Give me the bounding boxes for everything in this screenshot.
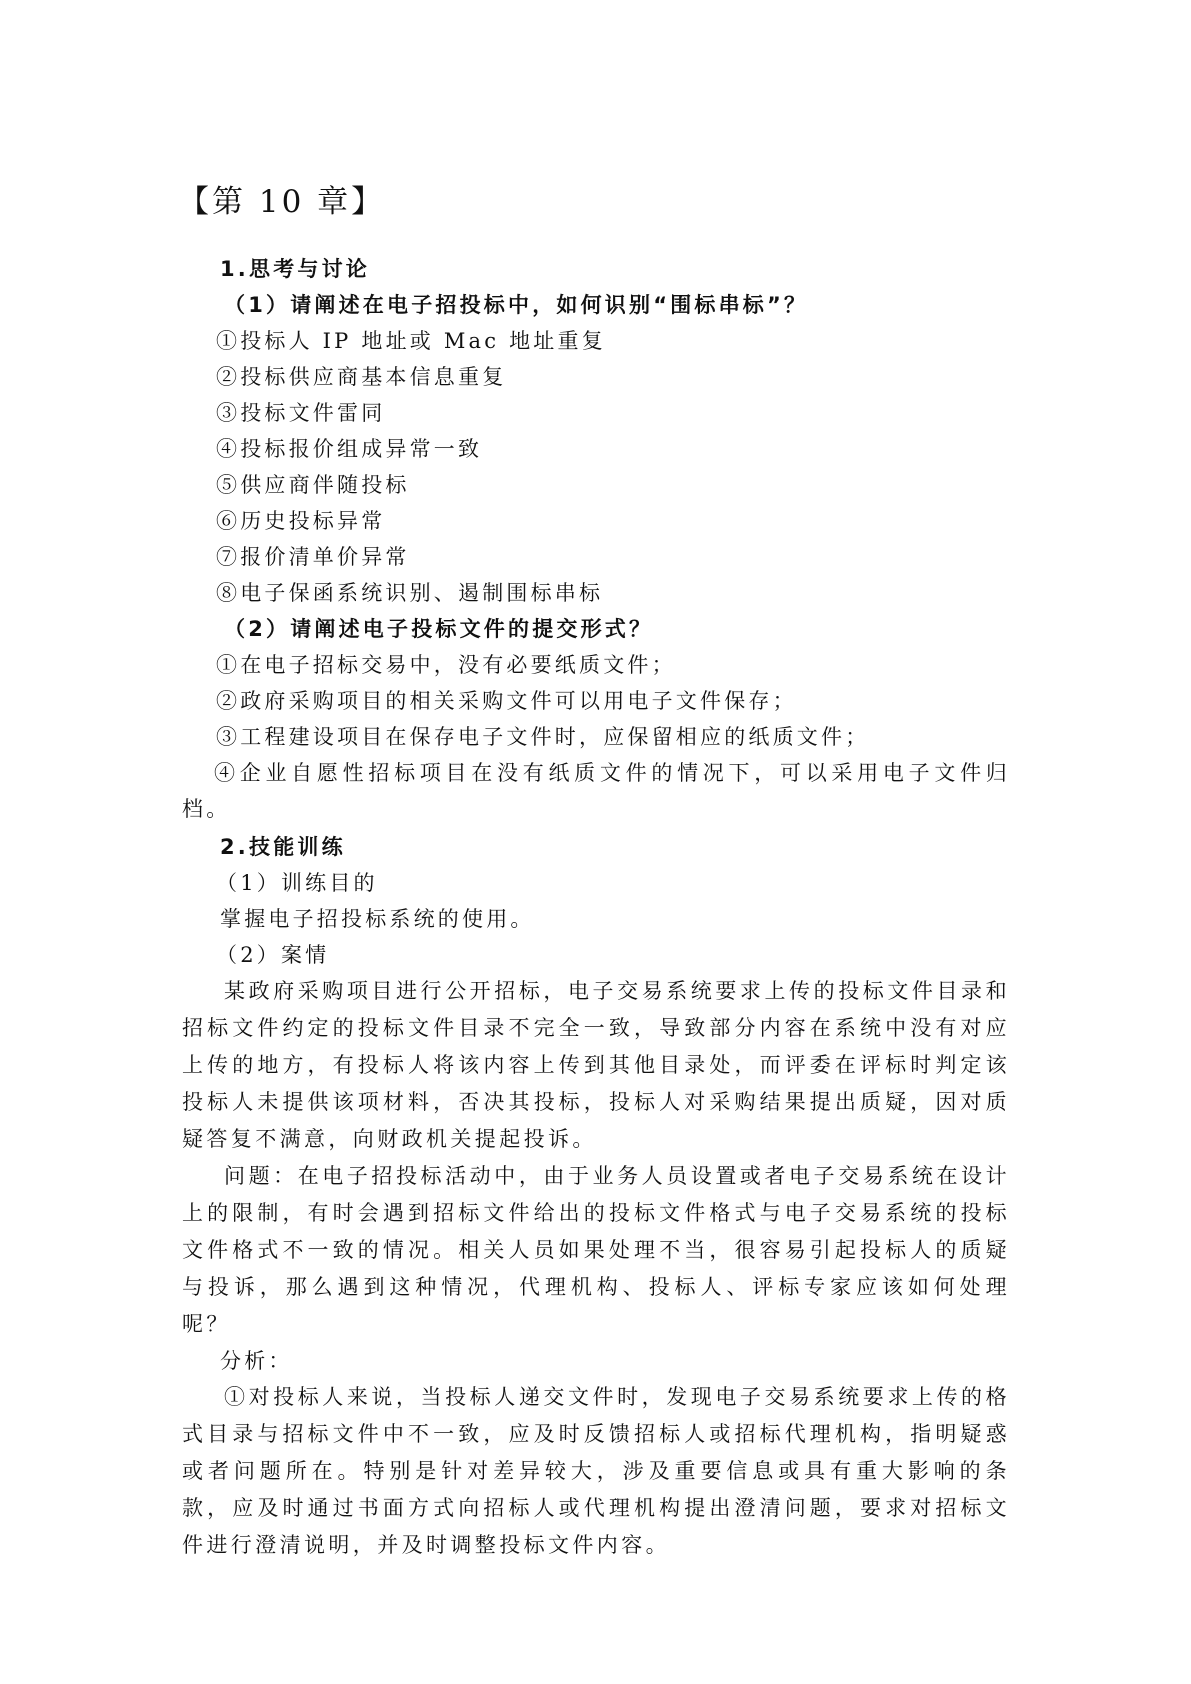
list-item: ⑤供应商伴随投标 bbox=[216, 473, 410, 497]
list-item: ③工程建设项目在保存电子文件时，应保留相应的纸质文件； bbox=[216, 725, 870, 749]
list-item: ③投标文件雷同 bbox=[216, 401, 386, 425]
subheading-purpose: （1）训练目的 bbox=[216, 871, 378, 895]
list-item: ②政府采购项目的相关采购文件可以用电子文件保存； bbox=[216, 689, 797, 713]
question-2: （2）请阐述电子投标文件的提交形式？ bbox=[224, 617, 654, 641]
list-item: ④企业自愿性招标项目在没有纸质文件的情况下，可以采用电子文件归档。 bbox=[182, 761, 1010, 821]
chapter-title: 【第 10 章】 bbox=[178, 184, 386, 220]
purpose-text: 掌握电子招投标系统的使用。 bbox=[220, 907, 535, 931]
analysis-paragraph: ①对投标人来说，当投标人递交文件时，发现电子交易系统要求上传的格式目录与招标文件中不一致，应及时反馈招标人或招标代理机构，指明疑惑或者问题所在。特别是针对差异较大，涉及重要信息或具有重大影响的条款，应及时通过书面方式向招标人或代理机构提出澄清问题，要求对招标文件进行澄清说明，并及时调整投标文件内容。 bbox=[182, 1385, 1010, 1557]
list-item: ⑥历史投标异常 bbox=[216, 509, 386, 533]
list-item: ⑦报价清单价异常 bbox=[216, 545, 410, 569]
analysis-label: 分析： bbox=[220, 1349, 293, 1373]
document-body bbox=[182, 251, 1010, 1564]
section-heading-skills: 2.技能训练 bbox=[220, 835, 346, 859]
subheading-case: （2）案情 bbox=[216, 943, 330, 967]
list-item: ①投标人 IP 地址或 Mac 地址重复 bbox=[216, 329, 606, 353]
list-item: ⑧电子保函系统识别、遏制围标串标 bbox=[216, 581, 604, 605]
list-item: ④投标报价组成异常一致 bbox=[216, 437, 483, 461]
list-item: ①在电子招标交易中，没有必要纸质文件； bbox=[216, 653, 676, 677]
case-paragraph: 某政府采购项目进行公开招标，电子交易系统要求上传的投标文件目录和招标文件约定的投标文件目录不完全一致，导致部分内容在系统中没有对应上传的地方，有投标人将该内容上传到其他目录处，而评委在评标时判定该投标人未提供该项材料，否决其投标，投标人对采购结果提出质疑，因对质疑答复不满意，向财政机关提起投诉。 bbox=[182, 979, 1010, 1151]
question-paragraph: 问题：在电子招投标活动中，由于业务人员设置或者电子交易系统在设计上的限制，有时会遇到招标文件给出的投标文件格式与电子交易系统的投标文件格式不一致的情况。相关人员如果处理不当，很容易引起投标人的质疑与投诉，那么遇到这种情况，代理机构、投标人、评标专家应该如何处理呢？ bbox=[182, 1164, 1010, 1336]
list-item: ②投标供应商基本信息重复 bbox=[216, 365, 507, 389]
section-heading-discussion: 1.思考与讨论 bbox=[220, 257, 370, 281]
question-1: （1）请阐述在电子招投标中，如何识别“围标串标”？ bbox=[224, 293, 809, 317]
